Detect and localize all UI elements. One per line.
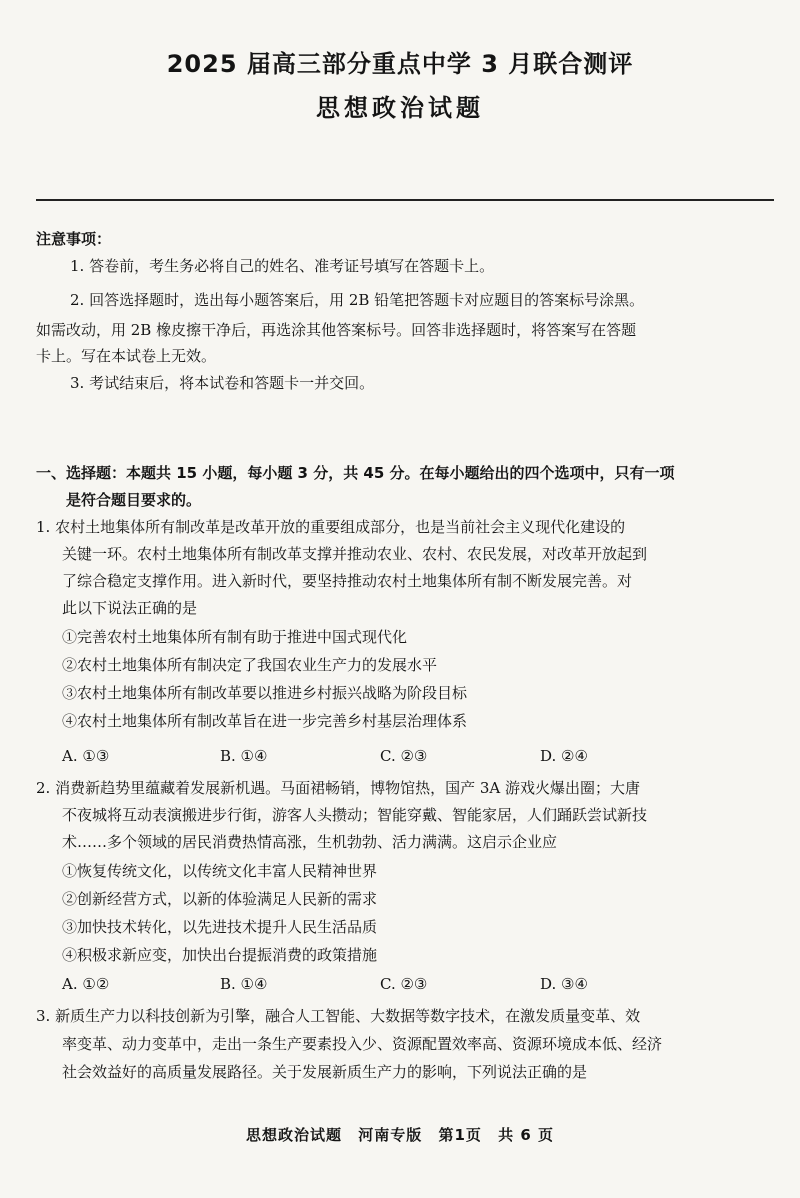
statement-item: ④农村土地集体所有制改革旨在进一步完善乡村基层治理体系 (62, 712, 468, 730)
notice-line: 卡上。写在本试卷上无效。 (36, 347, 217, 365)
answer-option-c: C. ②③ (380, 975, 428, 993)
section-heading-cont: 是符合题目要求的。 (66, 491, 202, 509)
statement-item: ③农村土地集体所有制改革要以推进乡村振兴战略为阶段目标 (62, 684, 468, 702)
notice-line: 2. 回答选择题时，选出每小题答案后，用 2B 铅笔把答题卡对应题目的答案标号涂黑。 (70, 291, 645, 309)
answer-option-d: D. ③④ (540, 975, 588, 993)
footer-page-number: 第1页 (438, 1126, 482, 1144)
question-stem: 2. 消费新趋势里蕴藏着发展新机遇。马面裙畅销，博物馆热，国产 3A 游戏火爆出圈；大唐 (36, 779, 640, 797)
answer-option-d: D. ②④ (540, 747, 588, 765)
answer-option-a: A. ①② (62, 975, 110, 993)
answer-option-a: A. ①③ (62, 747, 110, 765)
statement-item: ③加快技术转化，以先进技术提升人民生活品质 (62, 918, 378, 936)
exam-title: 2025 届高三部分重点中学 3 月联合测评 (166, 50, 634, 78)
answer-option-c: C. ②③ (380, 747, 428, 765)
answer-option-b: B. ①④ (220, 747, 268, 765)
footer-subject: 思想政治试题 (245, 1126, 342, 1144)
header-divider (36, 199, 774, 201)
question-stem: 了综合稳定支撑作用。进入新时代，要坚持推动农村土地集体所有制不断发展完善。对 (62, 572, 633, 590)
statement-item: ①恢复传统文化，以传统文化丰富人民精神世界 (62, 862, 378, 880)
statement-item: ①完善农村土地集体所有制有助于推进中国式现代化 (62, 628, 408, 646)
question-stem: 1. 农村土地集体所有制改革是改革开放的重要组成部分，也是当前社会主义现代化建设的 (36, 518, 626, 536)
footer-edition: 河南专版 (358, 1126, 423, 1144)
question-stem: 关键一环。农村土地集体所有制改革支撑并推动农业、农村、农民发展，对改革开放起到 (62, 545, 648, 563)
footer-total-pages: 共 6 页 (498, 1126, 555, 1144)
question-stem: 此以下说法正确的是 (62, 599, 198, 617)
statement-item: ②农村土地集体所有制决定了我国农业生产力的发展水平 (62, 656, 438, 674)
exam-subject-title: 思想政治试题 (316, 94, 484, 122)
section-heading: 一、选择题：本题共 15 小题，每小题 3 分，共 45 分。在每小题给出的四个选项中，只有一项 (36, 464, 675, 482)
question-stem: 3. 新质生产力以科技创新为引擎，融合人工智能、大数据等数字技术，在激发质量变革、效 (36, 1007, 641, 1025)
question-stem: 术……多个领域的居民消费热情高涨，生机勃勃、活力满满。这启示企业应 (62, 833, 558, 851)
question-stem: 不夜城将互动表演搬进步行街，游客人头攒动；智能穿戴、智能家居，人们踊跃尝试新技 (62, 806, 648, 824)
statement-item: ②创新经营方式，以新的体验满足人民新的需求 (62, 890, 378, 908)
page-footer (0, 1124, 800, 1145)
notice-line: 3. 考试结束后，将本试卷和答题卡一并交回。 (70, 374, 375, 392)
question-stem: 社会效益好的高质量发展路径。关于发展新质生产力的影响，下列说法正确的是 (62, 1063, 588, 1081)
notice-heading: 注意事项： (36, 230, 112, 248)
notice-line: 如需改动，用 2B 橡皮擦干净后，再选涂其他答案标号。回答非选择题时，将答案写在答题 (36, 321, 637, 339)
statement-item: ④积极求新应变，加快出台提振消费的政策措施 (62, 946, 378, 964)
notice-line: 1. 答卷前，考生务必将自己的姓名、准考证号填写在答题卡上。 (70, 257, 495, 275)
question-stem: 率变革、动力变革中，走出一条生产要素投入少、资源配置效率高、资源环境成本低、经济 (62, 1035, 663, 1053)
answer-option-b: B. ①④ (220, 975, 268, 993)
